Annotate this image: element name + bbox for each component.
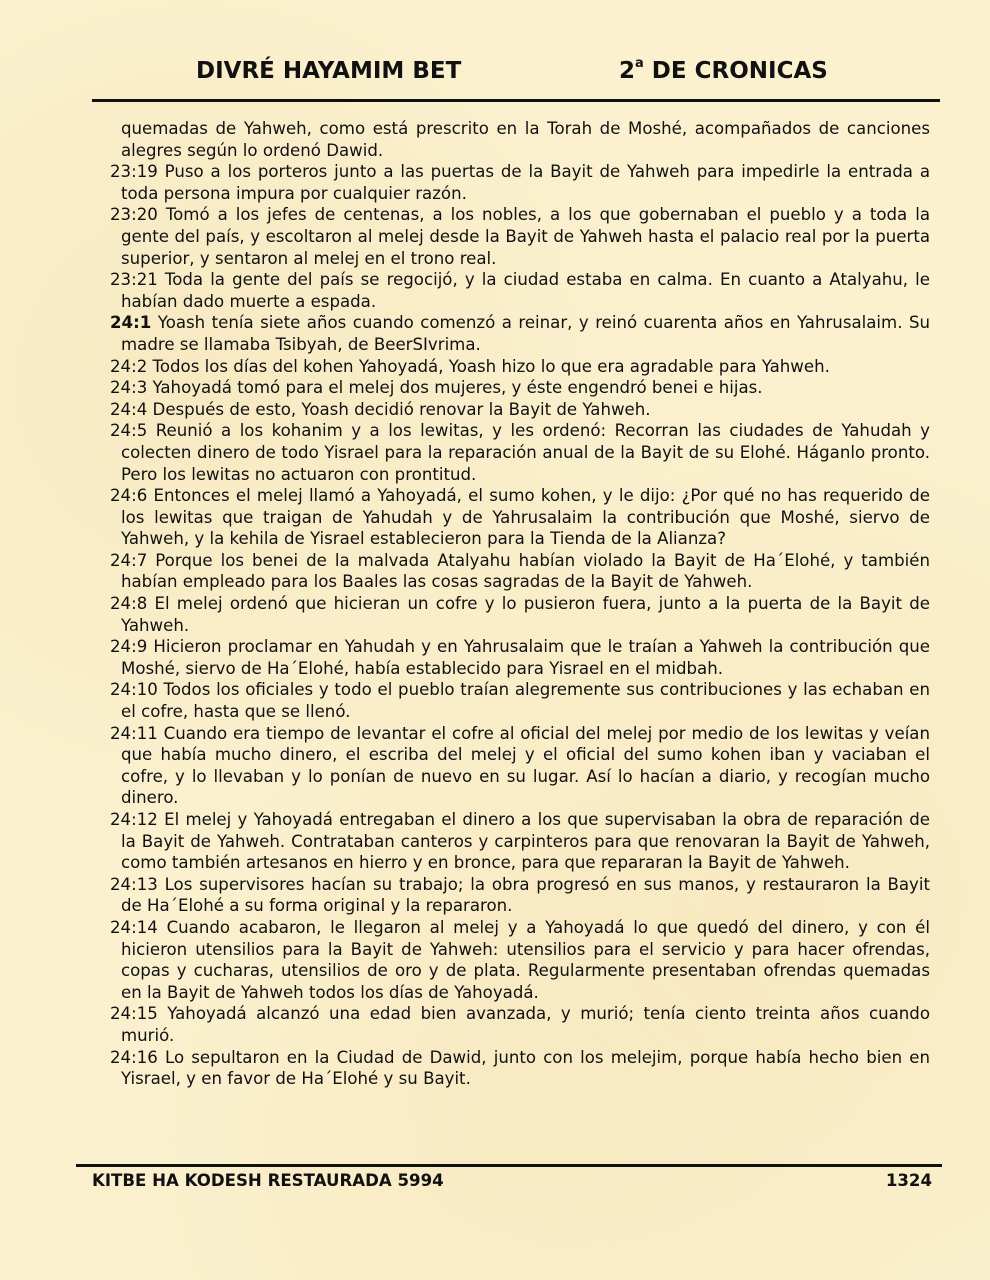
page-header — [196, 58, 856, 92]
verse-reference: 24:3 — [110, 378, 148, 398]
verse-text: Porque los benei de la malvada Atalyahu habían violado la Bayit de Ha´Elohé, y también habían empleado para los Baales las cosas sagradas de la Bayit de Yahweh. — [121, 550, 930, 592]
verse-text: Cuando era tiempo de levantar el cofre al oficial del melej por medio de los lewitas y veían que había mucho dinero, el escriba del melej y el oficial del sumo kohen iban y vaciaban el cofre, y lo llevaban y lo ponían de nuevo en su lugar. Así lo hacían a diario, y recogían mucho dinero. — [121, 723, 930, 808]
verse-text: Reunió a los kohanim y a los lewitas, y les ordenó: Recorran las ciudades de Yahudah y colecten dinero de todo Yisrael para la reparación anual de la Bayit de su Elohé. Háganlo pronto. Pero los lewitas no actuaron con prontitud. — [121, 421, 930, 484]
verse-reference: 24:5 — [110, 421, 148, 441]
verse-reference: 24:8 — [110, 594, 148, 614]
verse — [110, 917, 930, 1003]
page-number: 1324 — [885, 1171, 932, 1190]
verse-reference: 23:21 — [110, 270, 158, 290]
verse-reference: 23:19 — [110, 162, 158, 182]
verse-reference: 24:6 — [110, 486, 148, 506]
verse-text: Yahoyadá tomó para el melej dos mujeres, y éste engendró benei e hijas. — [147, 378, 763, 398]
verse-text: Yoash tenía siete años cuando comenzó a reinar, y reinó cuarenta años en Yahrusalaim. Su madre se llamaba Tsibyah, de BeerSIvrima. — [121, 313, 930, 354]
verse-text: Hicieron proclamar en Yahudah y en Yahrusalaim que le traían a Yahweh la contribución que Moshé, siervo de Ha´Elohé, había establecido para Yisrael en el midbah. — [121, 637, 930, 678]
verse-reference: 24:15 — [110, 1004, 158, 1024]
verse — [110, 161, 930, 204]
verse-text: Lo sepultaron en la Ciudad de Dawid, junto con los melejim, porque había hecho bien en Yisrael, y en favor de Ha´Elohé y su Bayit. — [121, 1047, 930, 1089]
book-title-superscript: a — [635, 56, 644, 71]
verse — [110, 874, 930, 917]
verse — [110, 679, 930, 722]
verse-text: Entonces el melej llamó a Yahoyadá, el sumo kohen, y le dijo: ¿Por qué no has requerido de los lewitas que traigan de Yahudah y de Yahrusalaim la contribución que Moshé, siervo de Yahweh, y la kehila de Yisrael establecieron para la Tienda de la Alianza? — [121, 486, 930, 549]
book-title-number: 2 — [619, 58, 636, 84]
verse — [110, 550, 930, 593]
verse-text: Puso a los porteros junto a las puertas de la Bayit de Yahweh para impedirle la entrada a toda persona impura por cualquier razón. — [121, 162, 930, 203]
verse — [110, 399, 930, 421]
verse — [110, 1047, 930, 1090]
verse-list — [110, 161, 930, 1090]
verse — [110, 377, 930, 399]
book-title-text: DE CRONICAS — [643, 58, 828, 84]
verse-reference: 24:14 — [110, 917, 158, 937]
header-rule — [92, 99, 940, 102]
verse-text: Después de esto, Yoash decidió renovar la Bayit de Yahweh. — [147, 399, 651, 419]
verse — [110, 420, 930, 485]
verse-reference: 23:20 — [110, 205, 158, 225]
verse-reference: 24:2 — [110, 356, 148, 376]
verse-reference: 24:9 — [110, 637, 148, 657]
verse-text: El melej ordenó que hicieran un cofre y lo pusieron fuera, junto a la puerta de la Bayit de Yahweh. — [121, 594, 930, 635]
verse-text: El melej y Yahoyadá entregaban el dinero a los que supervisaban la obra de reparación de la Bayit de Yahweh. Contrataban canteros y carpinteros para que renovaran la Bayit de Yahweh, como también artesanos en hierro y en bronce, para que repararan la Bayit de Yahweh. — [121, 810, 930, 873]
verse-text: Todos los oficiales y todo el pueblo traían alegremente sus contribuciones y las echaban en el cofre, hasta que se llenó. — [121, 680, 930, 722]
verse-reference: 24:4 — [110, 399, 148, 419]
page-footer — [92, 1171, 932, 1195]
verse — [110, 356, 930, 378]
verse — [110, 269, 930, 312]
verse-text: Los supervisores hacían su trabajo; la obra progresó en sus manos, y restauraron la Bayit de Ha´Elohé a su forma original y la repararon. — [121, 874, 930, 916]
verse — [110, 809, 930, 874]
book-title — [619, 58, 828, 84]
verse-reference: 24:11 — [110, 723, 158, 743]
verse — [110, 723, 930, 809]
footer-rule — [76, 1164, 942, 1167]
verse — [110, 593, 930, 636]
verse-reference: 24:16 — [110, 1047, 158, 1067]
verse-reference: 24:10 — [110, 680, 158, 700]
verse — [110, 204, 930, 269]
verse-reference: 24:7 — [110, 550, 148, 570]
verse — [110, 312, 930, 355]
verse-text: Cuando acabaron, le llegaron al melej y a Yahoyadá lo que quedó del dinero, y con él hicieron utensilios para la Bayit de Yahweh: utensilios para el servicio y para hacer ofrendas, copas y cucharas, utensilios de oro y de plata. Regularmente presentaban ofrendas quemadas en la Bayit de Yahweh todos los días de Yahoyadá. — [121, 917, 930, 1002]
verse-reference: 24:12 — [110, 810, 158, 829]
continued-verse-text: quemadas de Yahweh, como está prescrito en la Torah de Moshé, acompañados de canciones alegres según lo ordenó Dawid. — [121, 119, 930, 160]
page-body — [110, 118, 930, 1090]
verse-text: Tomó a los jefes de centenas, a los nobles, a los que gobernaban el pueblo y a toda la gente del país, y escoltaron al melej desde la Bayit de Yahweh hasta el palacio real por la puerta superior, y sentaron al melej en el trono real. — [121, 205, 930, 268]
edition-label: KITBE HA KODESH RESTAURADA 5994 — [92, 1171, 444, 1190]
verse-text: Yahoyadá alcanzó una edad bien avanzada, y murió; tenía ciento treinta años cuando murió. — [121, 1004, 930, 1045]
verse-text: Toda la gente del país se regocijó, y la ciudad estaba en calma. En cuanto a Atalyahu, le habían dado muerte a espada. — [121, 270, 930, 311]
verse — [110, 485, 930, 550]
book-name: DIVRÉ HAYAMIM BET — [196, 58, 462, 84]
verse-reference: 24:1 — [110, 313, 152, 333]
verse-text: Todos los días del kohen Yahoyadá, Yoash hizo lo que era agradable para Yahweh. — [147, 356, 830, 376]
verse — [110, 636, 930, 679]
verse-reference: 24:13 — [110, 874, 158, 894]
verse — [110, 1003, 930, 1046]
